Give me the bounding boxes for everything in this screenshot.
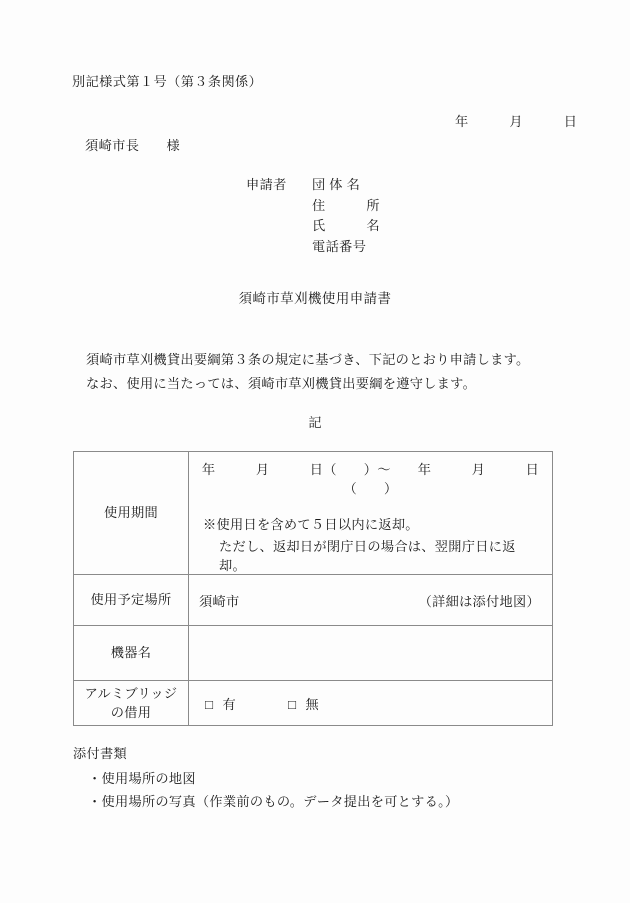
ki-marker: 記 (308, 415, 322, 430)
place-inner (199, 591, 542, 610)
attachments-heading: 添付書類 (73, 746, 127, 761)
application-details-table (73, 451, 553, 726)
applicant-row-name (246, 215, 380, 236)
applicant-row-phone (246, 236, 380, 257)
bridge-option-yes-label: 有 (222, 696, 236, 712)
row-value-place[interactable] (189, 575, 553, 626)
applicant-field-phone: 電話番号 (312, 238, 367, 254)
bridge-option-yes[interactable] (205, 694, 236, 713)
bridge-options (199, 694, 542, 713)
attachments-list (88, 768, 459, 814)
table-row-period (74, 452, 553, 575)
applicant-field-organization: 団 体 名 (312, 177, 361, 192)
row-label-place: 使用予定場所 (74, 575, 189, 626)
row-value-period[interactable] (189, 452, 553, 575)
table-row-place (74, 575, 553, 626)
table-row-device (74, 626, 553, 681)
applicant-row-address (246, 195, 380, 216)
body-paragraph-line-1: 須崎市草刈機貸出要綱第３条の規定に基づき、下記のとおり申請します。 (86, 352, 530, 367)
period-date-range: 年 月 日（ ）～ 年 月 日（ ） (201, 462, 540, 496)
row-value-device[interactable] (189, 626, 553, 681)
period-note-primary: ※使用日を含めて５日以内に返却。 (203, 517, 419, 532)
date-line: 年 月 日 (455, 114, 578, 129)
bridge-option-no-label: 無 (305, 696, 319, 712)
body-paragraph-line-2: なお、使用に当たっては、須崎市草刈機貸出要綱を遵守します。 (86, 376, 477, 391)
applicant-label: 申請者 (246, 177, 287, 192)
list-item: ・使用場所の写真（作業前のもの。データ提出を可とする。） (88, 794, 459, 809)
checkbox-unchecked-icon[interactable]: □ (205, 696, 214, 712)
place-note: （詳細は添付地図） (418, 593, 540, 609)
table-row-bridge (74, 681, 553, 726)
list-item: ・使用場所の地図 (88, 771, 196, 786)
row-value-bridge (189, 681, 553, 726)
bridge-option-no[interactable] (288, 694, 319, 713)
applicant-block (246, 174, 380, 256)
row-label-bridge (74, 681, 189, 726)
form-number: 別記様式第１号（第３条関係） (72, 74, 263, 89)
row-label-period: 使用期間 (74, 452, 189, 575)
row-label-device: 機器名 (74, 626, 189, 681)
row-label-bridge-line-1: アルミブリッジ (84, 685, 178, 701)
place-value: 須崎市 (199, 593, 240, 609)
applicant-row-organization (246, 174, 380, 195)
applicant-field-address: 住 所 (312, 197, 380, 213)
applicant-field-name: 氏 名 (312, 218, 380, 233)
period-note-secondary: ただし、返却日が閉庁日の場合は、翌開庁日に返却。 (219, 539, 516, 573)
addressee: 須崎市長 様 (85, 138, 181, 153)
document-title: 須崎市草刈機使用申請書 (238, 291, 392, 306)
row-label-bridge-line-2: の借用 (110, 705, 152, 720)
checkbox-unchecked-icon[interactable]: □ (287, 696, 297, 712)
